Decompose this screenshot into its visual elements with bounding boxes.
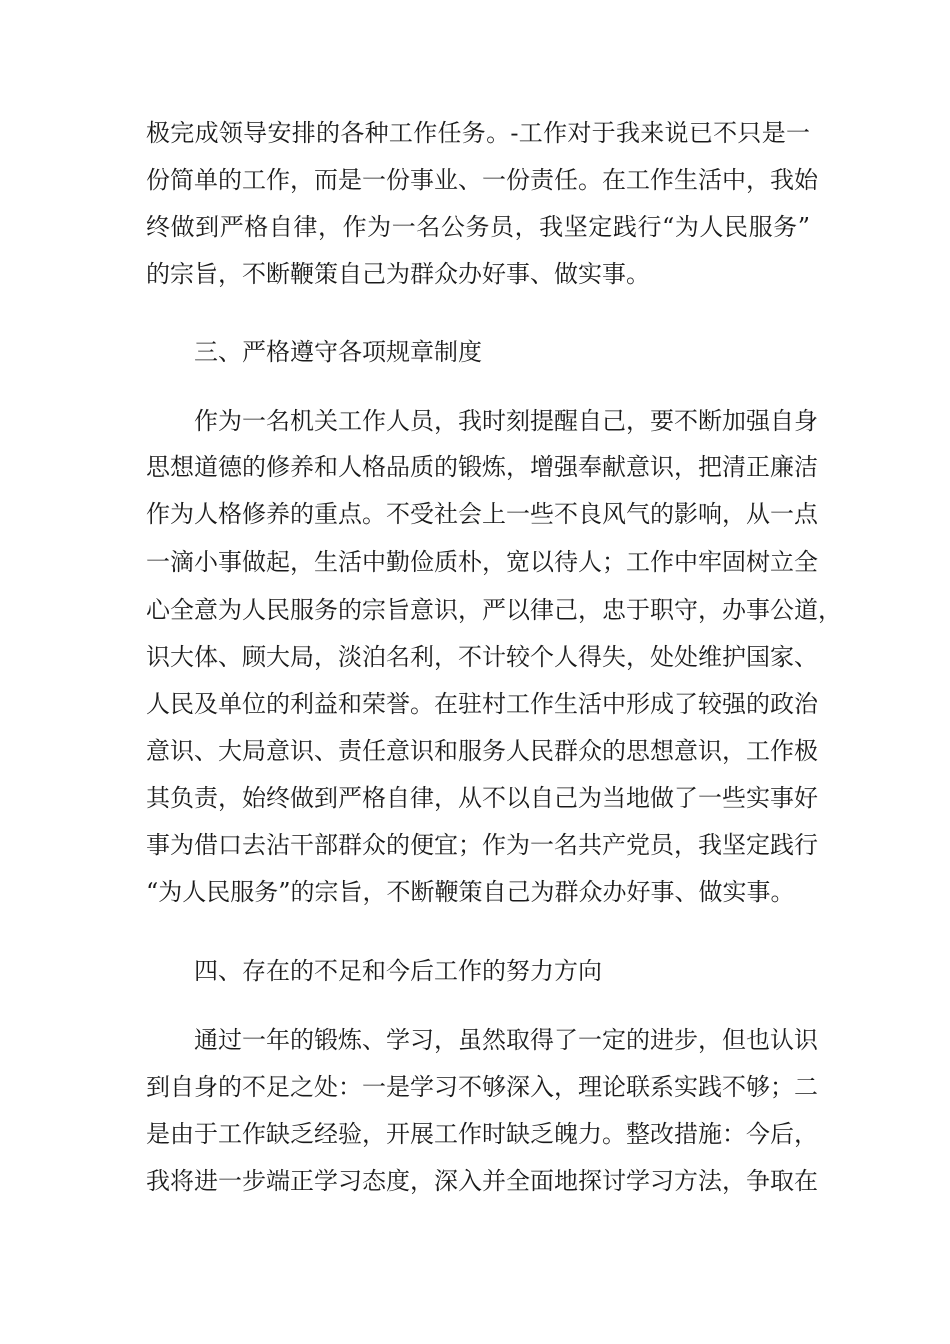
section-heading-4: 四、存在的不足和今后工作的努力方向 [194,957,602,985]
paragraph-2-line-9: 其负责，始终做到严格自律，从不以自己为当地做了一些实事好 [146,784,818,812]
paragraph-3-line-2: 到自身的不足之处：一是学习不够深入，理论联系实践不够；二 [146,1073,818,1101]
paragraph-1-line-2: 份简单的工作，而是一份事业、一份责任。在工作生活中，我始 [146,166,818,194]
paragraph-3-line-4: 我将进一步端正学习态度，深入并全面地探讨学习方法，争取在 [146,1167,818,1195]
paragraph-3-line-1: 通过一年的锻炼、学习，虽然取得了一定的进步，但也认识 [194,1026,818,1054]
paragraph-2-line-10: 事为借口去沾干部群众的便宜；作为一名共产党员，我坚定践行 [146,831,818,859]
paragraph-2-line-5: 心全意为人民服务的宗旨意识，严以律己，忠于职守，办事公道， [146,596,842,624]
paragraph-1-line-4: 的宗旨，不断鞭策自己为群众办好事、做实事。 [146,260,650,288]
paragraph-2-line-8: 意识、大局意识、责任意识和服务人民群众的思想意识，工作极 [146,737,818,765]
paragraph-2-line-6: 识大体、顾大局，淡泊名利，不计较个人得失，处处维护国家、 [146,643,818,671]
paragraph-2-line-3: 作为人格修养的重点。不受社会上一些不良风气的影响，从一点 [146,500,818,528]
paragraph-2-line-11: “为人民服务”的宗旨，不断鞭策自己为群众办好事、做实事。 [146,878,795,906]
paragraph-1-line-1: 极完成领导安排的各种工作任务。-工作对于我来说已不只是一 [146,119,810,147]
section-heading-3: 三、严格遵守各项规章制度 [194,338,482,366]
paragraph-2-line-4: 一滴小事做起，生活中勤俭质朴，宽以待人；工作中牢固树立全 [146,548,818,576]
paragraph-2-line-7: 人民及单位的利益和荣誉。在驻村工作生活中形成了较强的政治 [146,690,818,718]
paragraph-1-line-3: 终做到严格自律，作为一名公务员，我坚定践行“为人民服务” [146,213,810,241]
paragraph-2-line-2: 思想道德的修养和人格品质的锻炼，增强奉献意识，把清正廉洁 [146,453,818,481]
paragraph-3-line-3: 是由于工作缺乏经验，开展工作时缺乏魄力。整改措施：今后， [146,1120,818,1148]
paragraph-2-line-1: 作为一名机关工作人员，我时刻提醒自己，要不断加强自身 [194,407,818,435]
